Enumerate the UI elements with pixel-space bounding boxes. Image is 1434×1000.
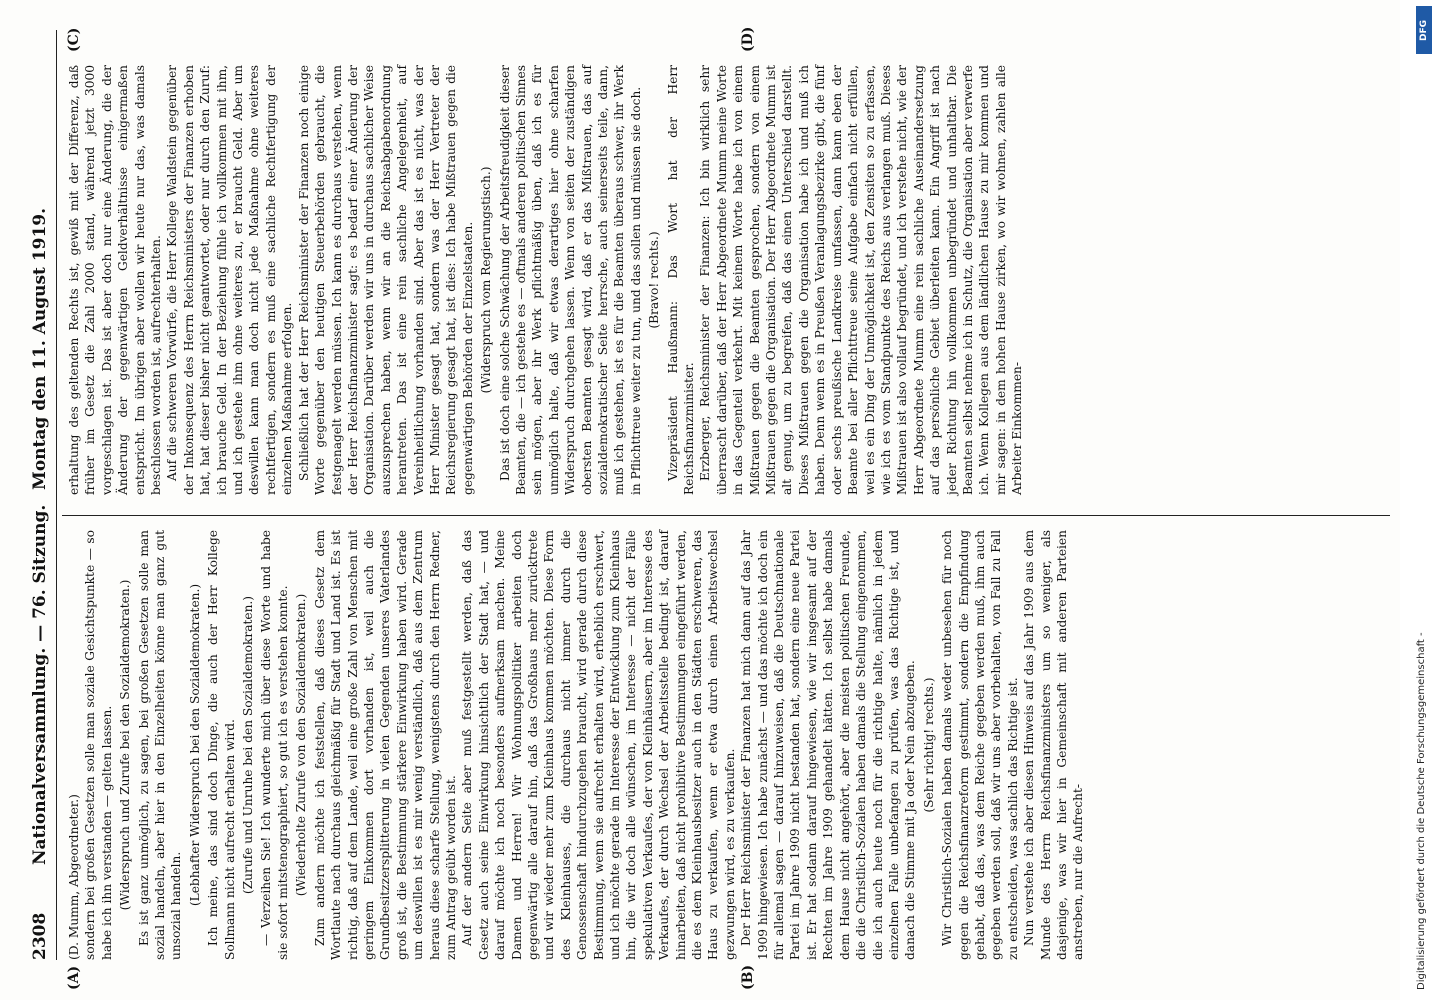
digitization-sidebar	[1412, 0, 1434, 1000]
paragraph: Der Herr Reichsminister der Finanzen hat mich dann auf das Jahr 1909 hingewiesen. Ich habe zunächst — und das möchte ich doch ein für allemal sagen — darauf hinzuweisen, daß die Deutschnationale Partei im Jahre 1909 nicht bestanden hat, sondern eine neue Partei ist. Er hat sodann darauf hingewiesen, wie wir insgesamt auf der Rechten im Jahre 1909 gehandelt hätten. Ich selbst habe damals dem Hause nicht angehört, aber die meisten politischen Freunde, die die Christlich-Sozialen haben damals die Stellung eingenommen, die ich auch heute noch für die richtige halte, nämlich in jedem einzelnen Falle unbefangen zu prüfen, was das Richtige ist, und danach die Stimme mit Ja oder Nein abzugeben.	[739, 530, 918, 960]
paragraph: sondern bei großen Gesetzen solle man soziale Gesichtspunkte — so habe ich ihn verstanden — gelten lassen.	[83, 530, 114, 960]
interjection: (Zurufe und Unruhe bei den Sozialdemokraten.)	[241, 595, 256, 895]
paragraph: Auf der andern Seite aber muß festgestellt werden, daß das Gesetz auch seine Einwirkung hinsichtlich der Stadt hat, — und darauf möchte ich noch besonders aufmerksam machen. Meine Damen und Herren! Wir Wohnungspolitiker arbeiten doch gegenwärtig alle darauf hin, daß das Großhaus mehr zurücktrete und wir wieder mehr zum Kleinhaus kommen möchten. Diese Form des Kleinhauses, die durchaus nicht immer durch die Genossenschaft hindurchzugehen braucht, wird gerade durch diese Bestimmung, wenn sie aufrecht erhalten wird, erheblich erschwert, und ich möchte gerade im Interesse der Entwicklung zum Kleinhaus hin, die wir doch alle wünschen, im Interesse — nicht der Fälle spekulativen Verkaufes, der von Kleinhäusern, aber im Interesse des Verkaufes, der durch Wechsel der Arbeitsstelle bedingt ist, darauf hinarbeiten, daß nicht prohibitive Bestimmungen eingeführt werden, die es dem Kleinhausbesitzer auch in den Städten erschweren, das Haus zu verkaufen, wenn er etwa durch einen Arbeitswechsel gezwungen wird, es zu verkaufen.	[460, 530, 737, 960]
interjection: (Lebhafter Widerspruch bei den Sozialdemokraten.)	[187, 583, 202, 907]
interjection: (Bravo! rechts.)	[647, 231, 662, 329]
interjection: (Wiederholte Zurufe von den Sozialdemokraten.)	[294, 593, 309, 897]
paragraph: Schließlich hat der Herr Reichsminister der Finanzen noch einige Worte gegenüber den heutigen Steuerbehörden gebraucht, die festgenagelt werden müssen. Ich kann es durchaus verstehen, wenn der Herr Reichsfinanzminister sagt: es bedarf einer Änderung der Organisation. Darüber werden wir uns in durchaus sachlicher Weise auszusprechen haben, wenn wir an die Reichsabgabenordnung herantreten. Das ist eine rein sachliche Angelegenheit, auf Vereinheitlichung vorhanden sind. Aber das ist es nicht, was der Herr Minister gesagt hat, sondern was der Herr Vertreter der Reichsregierung gesagt hat, ist dies: Ich habe Mißtrauen gegen die gegenwärtigen Behörden der Einzelstaaten.	[296, 65, 475, 495]
paragraph: Wir Christlich-Sozialen haben damals weder unbesehen für noch gegen die Reichsfinanzreform gestimmt, sondern die Empfindung gehabt, daß das, was dem Reiche gegeben werden muß, ihm auch gegeben werden soll, daß wir uns aber vorbehalten, von Fall zu Fall zu entscheiden, was sachlich das Richtige ist.	[940, 530, 1020, 960]
paragraph: — Verzeihen Sie! Ich wunderte mich über diese Worte und habe sie sofort mitstenographiert, so gut ich es verstehen konnte.	[259, 530, 290, 960]
paragraph: (D. Mumm, Abgeordneter.)	[67, 794, 81, 960]
interjection: (Widerspruch vom Regierungstisch.)	[479, 166, 494, 394]
margin-marker-a: (A)	[66, 965, 82, 990]
page-number: 2308	[30, 912, 50, 960]
paragraph: Vizepräsident Haußmann: Das Wort hat der Herr Reichsfinanzminister.	[665, 65, 697, 495]
paragraph: Auf die schweren Vorwürfe, die Herr Kollege Waldstein gegenüber der Inkonsequenz des Herrn Reichsministers der Finanzen erhoben hat, hat dieser bisher nicht geantwortet, oder nur durch den Zuruf: ich brauche Geld. In der Beziehung fühle ich vollkommen mit ihm, und ich gestehe ihm ohne weiteres zu, er braucht Geld. Aber um deswillen kann man doch nicht jede Maßnahme ohne weiteres rechtfertigen, sondern es muß eine sachliche Rechtfertigung der einzelnen Maßnahme erfolgen.	[165, 65, 295, 495]
margin-marker-b: (B)	[740, 964, 756, 990]
margin-marker-c: (C)	[66, 27, 82, 52]
paragraph: Ich meine, das sind doch Dinge, die auch der Herr Kollege Sollmann nicht aufrecht erhalten wird.	[206, 530, 237, 960]
dfg-logo: DFG	[1416, 6, 1432, 54]
interjection: (Sehr richtig! rechts.)	[921, 677, 936, 813]
header-left-title: Nationalversammlung. — 76. Sitzung.	[30, 504, 50, 865]
right-text-column	[66, 65, 1026, 495]
paragraph: erhaltung des geltenden Rechts ist, gewiß mit der Differenz, daß früher im Gesetz die Zahl 2000 stand, während jetzt 3000 vorgeschlagen ist. Das ist aber doch nur eine Änderung, die der Änderung der gegenwärtigen Geldverhältnisse einigermaßen entspricht. Im übrigen aber wollen wir heute nur das, was damals beschlossen worden ist, aufrechterhalten.	[67, 65, 164, 495]
paragraph: Erzberger, Reichsminister der Finanzen: Ich bin wirklich sehr überrascht darüber, daß der Herr Abgeordnete Mumm meine Worte in das Gegenteil verkehrt. Mit keinem Worte habe ich von einem Mißtrauen gegen die Beamten gesprochen, sondern von einem Mißtrauen gegen die Organisation. Der Herr Abgeordnete Mumm ist alt genug, um zu begreifen, daß das einen Unterschied darstellt. Dieses Mißtrauen gegen die Organisation habe ich und muß ich haben. Denn wenn es in Preußen Veranlagungsbezirke gibt, die fünf oder sechs preußische Landkreise umfassen, dann kann eben der Beamte bei aller Pflichttreue seine Aufgabe einfach nicht erfüllen, weil es ein Ding der Unmöglichkeit ist, den Zensiten so zu erfassen, wie ich es vom Standpunkte des Reichs aus verlangen muß. Dieses Mißtrauen ist also vollauf begründet, und ich verstehe nicht, wie der Herr Abgeordnete Mumm eine rein sachliche Auseinandersetzung auf das persönliche Gebiet überleiten kann. Ein Angriff ist nach jeder Richtung hin vollkommen unbegründet und unhaltbar. Die Beamten selbst nehme ich in Schutz, die Organisation aber verwerfe ich. Wenn Kollegen aus dem ländlichen Hause zu mir kommen und mir sagen: in dem hohen Hause zirken, wo wir wohnen, zahlen alle Arbeiter Einkommen-	[698, 65, 1025, 495]
column-divider	[62, 515, 1390, 516]
paragraph: Das ist doch eine solche Schwächung der Arbeitsfreudigkeit dieser Beamten, die — ich gestehe es — oftmals anderen politischen Sinnes sein mögen, aber ihr Werk pflichtmäßig üben, daß ich es für unmöglich halte, daß wir etwas derartiges hier ohne scharfen Widerspruch durchgehen lassen. Wenn von seiten der zuständigen obersten Beamten gesagt wird, daß er das Mißtrauen, das auf sozialdemokratischer Seite herrsche, auch seinerseits teile, dann, muß ich gestehen, ist es für die Beamten überaus schwer, ihr Werk in Pflichttreue weiter zu tun, und das sollen und müssen sie doch.	[497, 65, 643, 495]
paragraph: Es ist ganz unmöglich, zu sagen, bei großen Gesetzen solle man sozial handeln, aber hier in den Einzelheiten könne man ganz gut unsozial handeln.	[136, 530, 184, 960]
page-header	[26, 30, 57, 960]
paragraph: Zum andern möchte ich feststellen, daß dieses Gesetz dem Wortlaute nach durchaus gleichmäßig für Stadt und Land ist. Es ist richtig, daß auf dem Lande, weil eine große Zahl von Menschen mit geringem Einkommen dort vorhanden ist, weil auch die Grundbesitzzersplitterung in vielen Gegenden unseres Vaterlandes groß ist, die Bestimmung stärkere Einwirkung haben wird. Gerade um deswillen ist es mir wenig verständlich, daß aus dem Zentrum heraus diese scharfe Stellung, wenigstens durch den Herrn Redner, zum Antrag geübt worden ist.	[312, 530, 458, 960]
digitization-credit: Digitalisierung gefördert durch die Deutsche Forschungsgemeinschaft -	[1416, 632, 1427, 990]
paragraph: Nun verstehe ich aber diesen Hinweis auf das Jahr 1909 aus dem Munde des Herrn Reichsfinanzministers um so weniger, als dasjenige, was wir hier in Gemeinschaft mit anderen Parteien anstreben, nur die Aufrecht-	[1022, 530, 1086, 960]
margin-marker-d: (D)	[740, 26, 756, 52]
left-text-column	[66, 530, 1087, 960]
interjection: (Widerspruch und Zurufe bei den Sozialdemokraten.)	[118, 579, 133, 911]
header-right-title: Montag den 11. August 1919.	[30, 207, 50, 490]
